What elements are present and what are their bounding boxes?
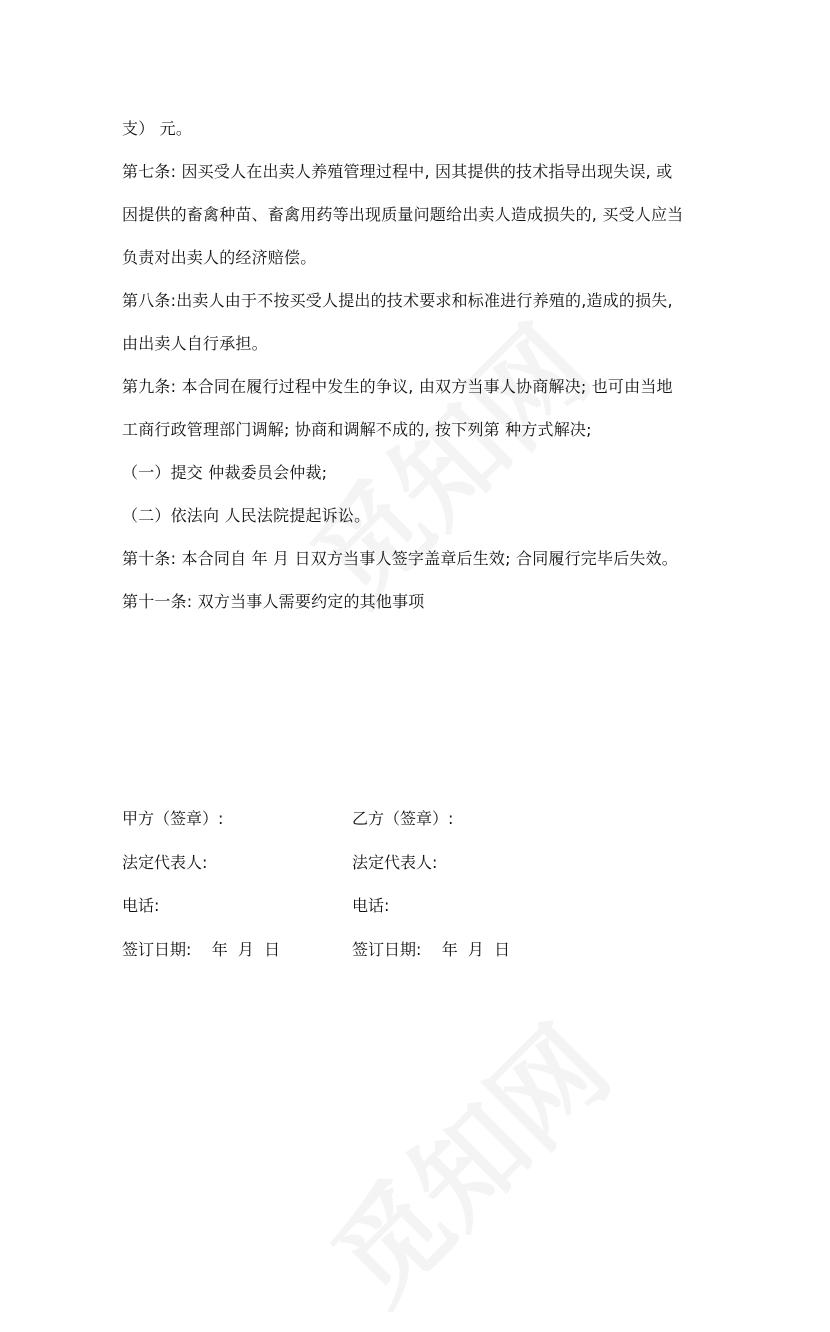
party-a-representative: 法定代表人:: [122, 852, 208, 872]
text-line: 负责对出卖人的经济赔偿。: [122, 248, 317, 267]
party-b-representative: 法定代表人:: [352, 852, 438, 872]
party-a-seal: 甲方（签章）:: [122, 809, 224, 828]
text-line: 支） 元。: [122, 119, 193, 138]
party-b-seal: 乙方（签章）:: [352, 809, 454, 828]
contract-body: [122, 107, 722, 623]
text-line: 工商行政管理部门调解; 协商和调解不成的, 按下列第 种方式解决;: [122, 420, 592, 439]
signature-row: [122, 884, 722, 928]
article-10: 第十条: 本合同自 年 月 日双方当事人签字盖章后生效; 合同履行完毕后失效。: [122, 549, 679, 568]
party-b-date: 签订日期: 年 月 日: [352, 939, 511, 959]
signature-block: [122, 797, 722, 971]
option-litigation: （二）依法向 人民法院提起诉讼。: [122, 506, 371, 525]
signature-row: [122, 797, 722, 841]
watermark: [292, 986, 637, 1331]
party-a-phone: 电话:: [122, 896, 160, 915]
article-7: 第七条: 因买受人在出卖人养殖管理过程中, 因其提供的技术指导出现失误, 或: [122, 162, 673, 181]
text-line: 由出卖人自行承担。: [122, 334, 268, 353]
signature-row: [122, 841, 722, 885]
article-9: 第九条: 本合同在履行过程中发生的争议, 由双方当事人协商解决; 也可由当地: [122, 377, 673, 396]
signature-row: [122, 928, 722, 972]
article-8: 第八条:出卖人由于不按买受人提出的技术要求和标准进行养殖的,造成的损失,: [122, 291, 673, 310]
option-arbitration: （一）提交 仲裁委员会仲裁;: [122, 463, 328, 482]
party-a-date: 签订日期: 年 月 日: [122, 939, 281, 959]
watermark-text: [309, 1003, 633, 1327]
article-11: 第十一条: 双方当事人需要约定的其他事项: [122, 592, 425, 611]
text-line: 因提供的畜禽种苗、畜禽用药等出现质量问题给出卖人造成损失的, 买受人应当: [122, 205, 684, 224]
party-b-phone: 电话:: [352, 896, 390, 915]
